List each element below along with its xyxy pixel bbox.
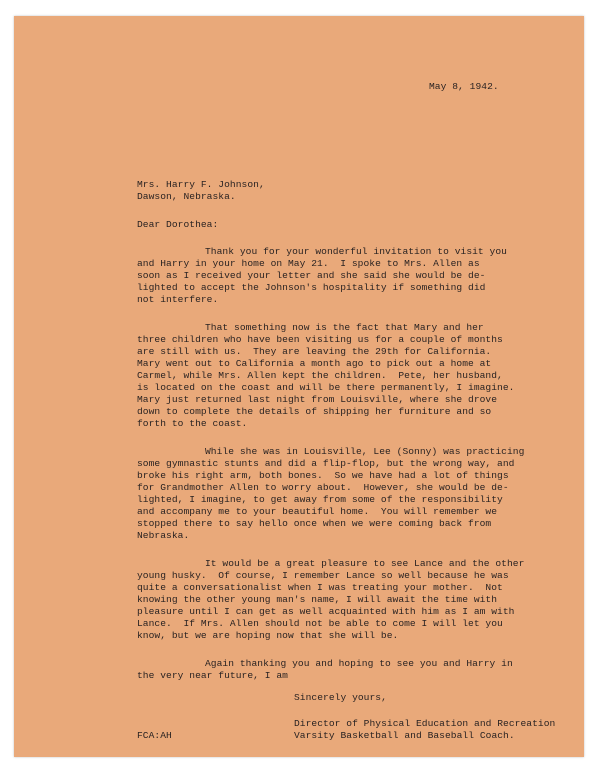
salutation: Dear Dorothea: [137, 219, 219, 230]
paragraph-4-line: pleasure until I can get as well acquainted with him as I am with [137, 606, 515, 617]
paragraph-4-line: young husky. Of course, I remember Lance so well because he was [137, 570, 509, 581]
paragraph-4-line: knowing the other young man's name, I will await the time with [137, 594, 498, 605]
paragraph-1-line: not interfere. [137, 294, 219, 305]
paragraph-2-line: is located on the coast and will be there permanently, I imagine. [137, 382, 515, 393]
signature-title-line: Director of Physical Education and Recreation [294, 718, 556, 729]
paragraph-3-line: lighted, I imagine, to get away from some of the responsibility [137, 494, 503, 505]
paragraph-3-line: some gymnastic stunts and did a flip-flop, but the wrong way, and [137, 458, 515, 469]
paragraph-3-line: stopped there to say hello once when we were coming back from [137, 518, 492, 529]
addressee-line: Dawson, Nebraska. [137, 191, 236, 202]
paragraph-2-line: Mary went out to California a month ago to pick out a home at [137, 358, 492, 369]
paragraph-1-line: Thank you for your wonderful invitation to visit you [205, 246, 507, 257]
paragraph-1-line: and Harry in your home on May 21. I spoke to Mrs. Allen as [137, 258, 480, 269]
paragraph-2-line: Carmel, while Mrs. Allen kept the children. Pete, her husband, [137, 370, 503, 381]
paragraph-4-line: quite a conversationalist when I was treating your mother. Not [137, 582, 503, 593]
paragraph-4-line: know, but we are hoping now that she will be. [137, 630, 399, 641]
paragraph-3-line: While she was in Louisville, Lee (Sonny) was practicing [205, 446, 525, 457]
paragraph-2-line: three children who have been visiting us for a couple of months [137, 334, 503, 345]
paragraph-2-line: That something now is the fact that Mary and her [205, 322, 484, 333]
paragraph-2-line: Mary just returned last night from Louisville, where she drove [137, 394, 498, 405]
paragraph-2-line: are still with us. They are leaving the 29th for California. [137, 346, 492, 357]
signature-title-line: Varsity Basketball and Baseball Coach. [294, 730, 515, 741]
paragraph-4-line: It would be a great pleasure to see Lance and the other [205, 558, 525, 569]
paragraph-2-line: forth to the coast. [137, 418, 248, 429]
addressee-line: Mrs. Harry F. Johnson, [137, 179, 265, 190]
paragraph-4-line: Lance. If Mrs. Allen should not be able to come I will let you [137, 618, 503, 629]
paragraph-2-line: down to complete the details of shipping her furniture and so [137, 406, 492, 417]
paragraph-1-line: lighted to accept the Johnson's hospitality if something did [137, 282, 486, 293]
paragraph-1-line: soon as I received your letter and she said she would be de- [137, 270, 486, 281]
letter-page [14, 16, 584, 757]
closing: Sincerely yours, [294, 692, 387, 703]
paragraph-5-line: Again thanking you and hoping to see you and Harry in [205, 658, 513, 669]
paragraph-3-line: Nebraska. [137, 530, 190, 541]
letter-date: May 8, 1942. [429, 81, 499, 92]
reference-initials: FCA:AH [137, 730, 172, 741]
paragraph-5-line: the very near future, I am [137, 670, 288, 681]
paragraph-3-line: and accompany me to your beautiful home. You will remember we [137, 506, 498, 517]
paragraph-3-line: broke his right arm, both bones. So we have had a lot of things [137, 470, 509, 481]
paragraph-3-line: for Grandmother Allen to worry about. However, she would be de- [137, 482, 509, 493]
